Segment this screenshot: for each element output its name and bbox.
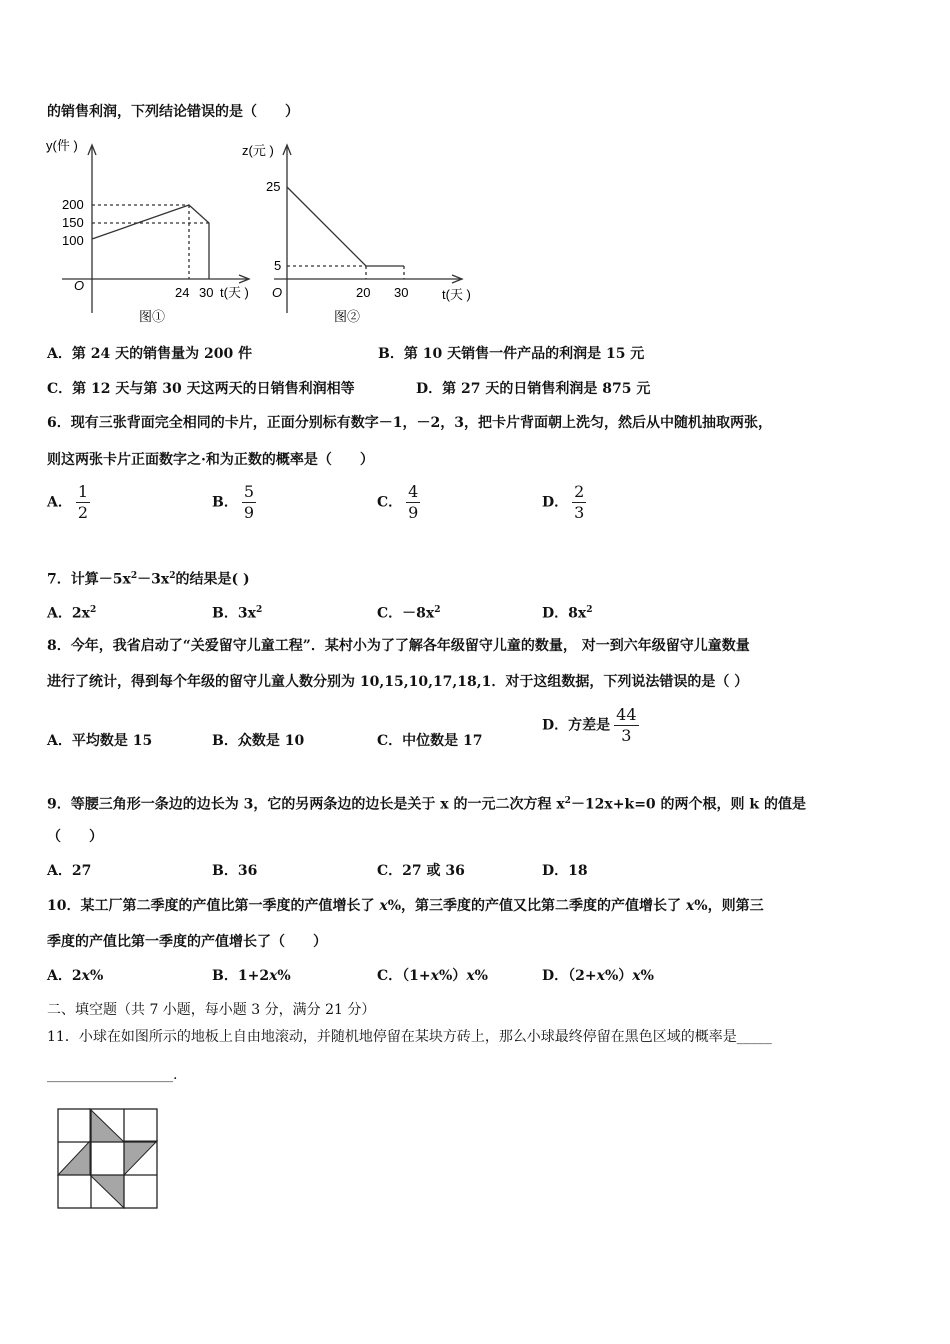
shaded-triangle-left <box>58 1141 90 1175</box>
q7-option-a: A．$2x^2$ <box>47 605 97 622</box>
q10-option-b: B．1+2x% <box>212 968 291 984</box>
q9-line2: （ ） <box>47 829 103 845</box>
graph1-y-label: y(件 ) <box>46 138 78 153</box>
q8-option-c: C．中位数是 17 <box>377 733 483 749</box>
shaded-triangle-bottom <box>90 1175 124 1208</box>
q7-option-d: D．$8x^2$ <box>542 605 593 622</box>
q6-option-d: D． $\frac{2}{3}$ <box>542 482 585 522</box>
q7-option-c: C．$-8x^2$ <box>377 605 441 622</box>
graph2-tick-20: 20 <box>356 285 371 300</box>
q8-line2: 进行了统计，得到每个年级的留守儿童人数分别为 10,15,10,17,18,1．对于这组数据，下列说法错误的是（ ） <box>47 674 749 690</box>
q10-line1: 10．某工厂第二季度的产值比第一季度的产值增长了 x%，第三季度的产值又比第二季度的产值增长了 x%，则第三 <box>47 898 764 914</box>
q11-line2: __________________. <box>47 1067 178 1083</box>
section-2-title: 二、填空题（共 7 小题，每小题 3 分，满分 21 分） <box>47 1002 376 1018</box>
q6-option-a: A． $\frac{1}{2}$ <box>47 482 89 522</box>
graph1-origin: O <box>74 278 85 293</box>
q7-option-b: B．$3x^2$ <box>212 605 263 622</box>
graph2-origin: O <box>272 285 283 300</box>
graph1-x-label: t(天 ) <box>220 285 249 300</box>
q5-graphs <box>44 135 484 335</box>
graph2-tick-30: 30 <box>394 285 409 300</box>
graph1-tick-30: 30 <box>199 285 214 300</box>
q6-line2: 则这两张卡片正面数字之·和为正数的概率是（ ） <box>47 452 374 468</box>
q5-option-a: A．第 24 天的销售量为 200 件 <box>47 346 253 362</box>
graph1-tick-24: 24 <box>175 285 190 300</box>
graph2-x-label: t(天 ) <box>442 287 471 302</box>
q9-option-b: B．36 <box>212 863 258 879</box>
q8-option-d: D．方差是 $\frac{44}{3}$ <box>542 705 637 745</box>
q10-option-c: C．（1+x%）x% <box>377 968 488 984</box>
q6-option-c: C． $\frac{4}{9}$ <box>377 482 419 522</box>
q9-line1: 9．等腰三角形一条边的边长为 3，它的另两条边的边长是关于 x 的一元二次方程 $x^2-12x+k=0$ 的两个根，则 k 的值是 <box>47 796 806 813</box>
graph1-tick-100: 100 <box>62 233 84 248</box>
q5-option-b: B．第 10 天销售一件产品的利润是 15 元 <box>378 346 645 362</box>
q8-line1: 8．今年，我省启动了“关爱留守儿童工程”．某村小为了了解各年级留守儿童的数量， 对一到六年级留守儿童数量 <box>47 638 750 654</box>
q10-option-d: D．（2+x%）x% <box>542 968 654 984</box>
q5-option-c: C．第 12 天与第 30 天这两天的日销售利润相等 <box>47 381 355 397</box>
q6-option-b: B． $\frac{5}{9}$ <box>212 482 255 522</box>
q11-tile-figure <box>57 1108 159 1210</box>
shaded-triangle-right <box>124 1141 157 1175</box>
q9-option-c: C．27 或 36 <box>377 863 465 879</box>
q9-option-a: A．27 <box>47 863 92 879</box>
shaded-triangle-top <box>90 1109 124 1142</box>
graph2-y-label: z(元 ) <box>242 143 274 158</box>
graph2-caption: 图② <box>334 309 361 324</box>
q10-option-a: A．2x% <box>47 968 104 984</box>
graph1-tick-200: 200 <box>62 197 84 212</box>
q10-line2: 季度的产值比第一季度的产值增长了（ ） <box>47 934 327 950</box>
q5-option-d: D．第 27 天的日销售利润是 875 元 <box>416 381 651 397</box>
q8-option-b: B．众数是 10 <box>212 733 305 749</box>
graph2-tick-25: 25 <box>266 179 281 194</box>
q8-option-a: A．平均数是 15 <box>47 733 153 749</box>
graph2-tick-5: 5 <box>274 258 282 273</box>
q7-stem: 7．计算$-5x^2-3x^2$的结果是( ) <box>47 571 250 588</box>
q6-line1: 6．现有三张背面完全相同的卡片，正面分别标有数字－1，－2，3，把卡片背面朝上洗匀，然后从中随机抽取两张， <box>47 415 772 431</box>
q11-line1: 11．小球在如图所示的地板上自由地滚动，并随机地停留在某块方砖上，那么小球最终停留在黑色区域的概率是_____ <box>47 1029 772 1045</box>
graph1-caption: 图① <box>139 309 166 324</box>
graph1-tick-150: 150 <box>62 215 84 230</box>
q5-stem-tail: 的销售利润，下列结论错误的是（ ） <box>47 104 299 120</box>
q9-option-d: D．18 <box>542 863 588 879</box>
